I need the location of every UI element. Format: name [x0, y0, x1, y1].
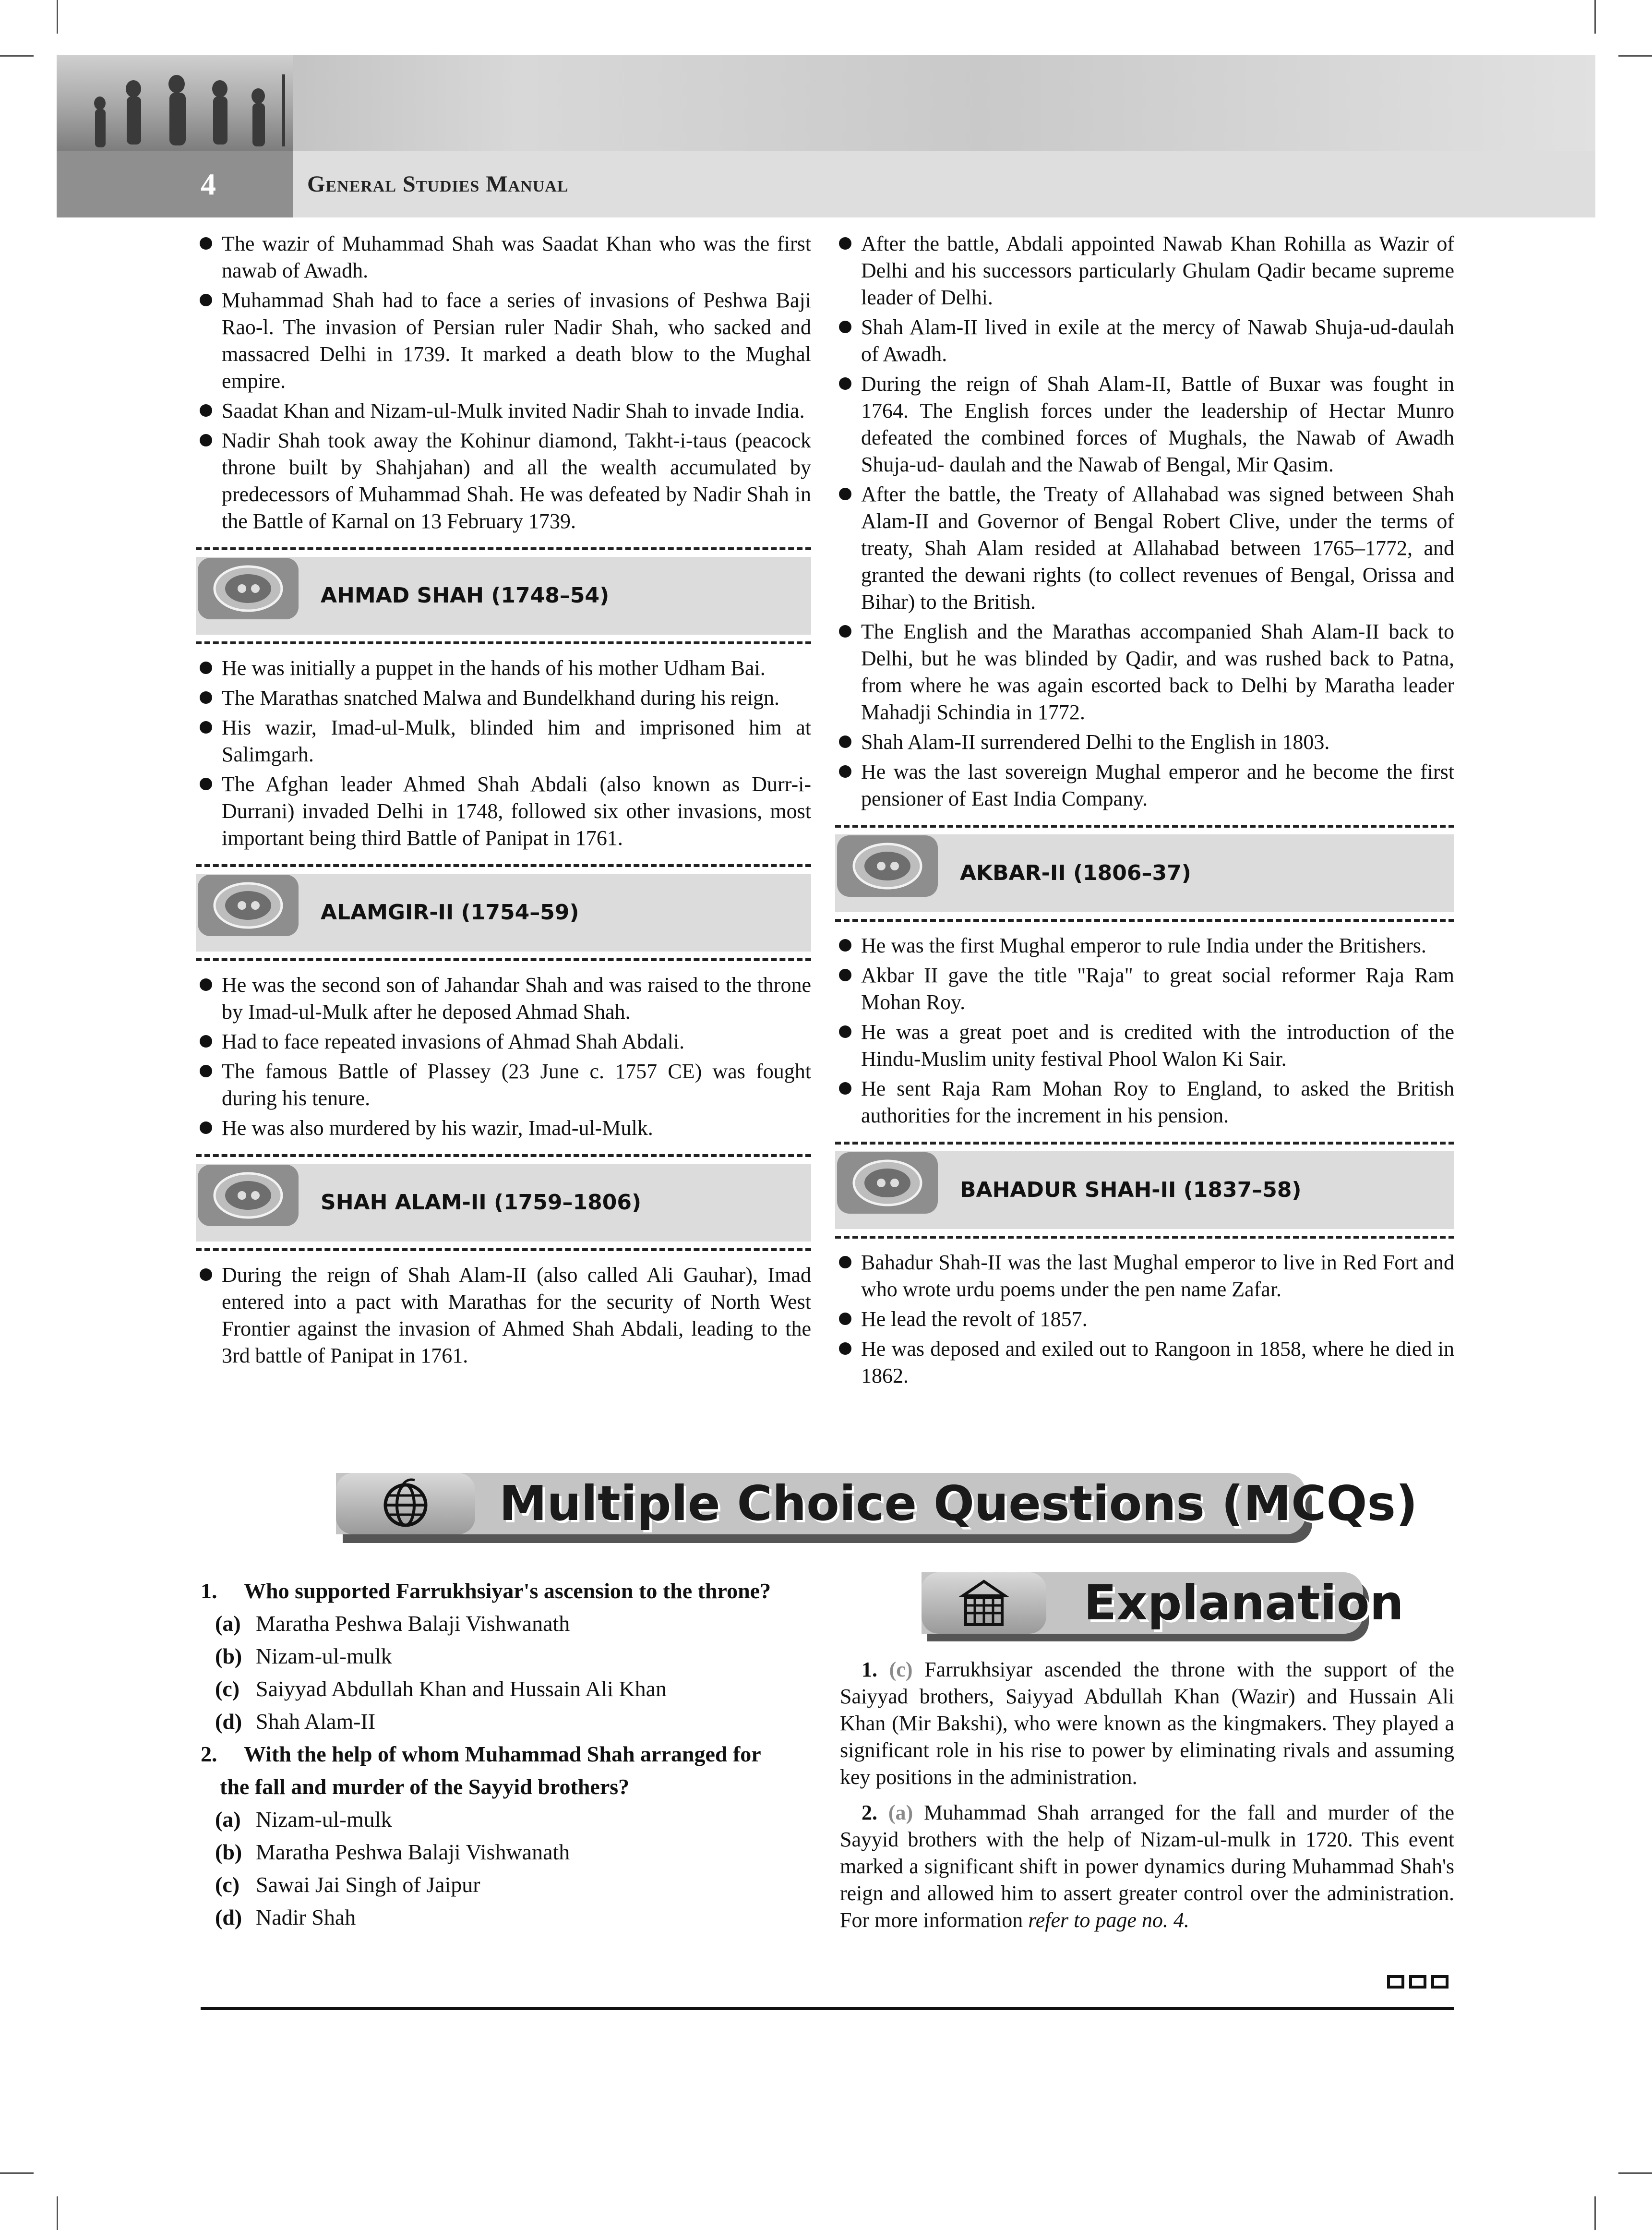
option: (c) Saiyyad Abdullah Khan and Hussain Ali Khan	[215, 1676, 667, 1701]
bullet-icon	[839, 237, 851, 250]
bullet-icon	[839, 1025, 851, 1038]
page-number: 4	[57, 151, 293, 217]
bullet-icon	[839, 1313, 851, 1325]
coin-emblem-icon	[837, 1152, 938, 1214]
question-number: 2.	[201, 1742, 217, 1766]
bullet-item: He was the first Mughal emperor to rule India under the Britishers.	[835, 932, 1454, 959]
question-text: With the help of whom Muhammad Shah arranged for	[244, 1742, 761, 1766]
crop-mark	[57, 0, 58, 34]
bullet-icon	[200, 294, 212, 306]
crop-mark	[1594, 0, 1596, 34]
section-title: ALAMGIR-II (1754–59)	[321, 900, 579, 925]
section-header-bahadur-shah-ii	[835, 1142, 1454, 1239]
bullet-item: He lead the revolt of 1857.	[835, 1306, 1454, 1333]
bullet-item: The famous Battle of Plassey (23 June c. 1757 CE) was fought during his tenure.	[196, 1058, 811, 1112]
section-title: BAHADUR SHAH-II (1837–58)	[960, 1178, 1302, 1202]
bullet-list	[196, 972, 811, 1142]
option: (d) Nadir Shah	[215, 1905, 356, 1929]
section-header-akbar-ii	[835, 825, 1454, 922]
header-banner	[57, 55, 1595, 151]
crop-mark	[57, 2196, 58, 2230]
end-of-chapter-boxes	[1387, 1975, 1448, 1989]
bullet-list	[835, 932, 1454, 1129]
option: (a) Nizam-ul-mulk	[215, 1807, 392, 1832]
crop-mark	[1618, 2172, 1652, 2174]
bottom-rule	[201, 2007, 1454, 2010]
bullet-item: The wazir of Muhammad Shah was Saadat Khan who was the first nawab of Awadh.	[196, 230, 811, 284]
bullet-icon	[839, 1256, 851, 1268]
bullet-item: Muhammad Shah had to face a series of invasions of Peshwa Baji Rao-l. The invasion of Persian ruler Nadir Shah, who sacked and massacred Delhi in 1739. It marked a death blow to the Mughal empire.	[196, 287, 811, 395]
bullet-icon	[839, 939, 851, 952]
bullet-item: His wazir, Imad-ul-Mulk, blinded him and imprisoned him at Salimgarh.	[196, 714, 811, 768]
coin-emblem-icon	[198, 1165, 299, 1226]
explanation-list	[840, 1656, 1454, 1942]
bullet-icon	[200, 978, 212, 991]
bullet-item: Bahadur Shah-II was the last Mughal emperor to live in Red Fort and who wrote urdu poems under the pen name Zafar.	[835, 1249, 1454, 1303]
question-number: 1.	[201, 1579, 217, 1603]
left-column	[196, 230, 811, 1372]
answer-key: (c)	[889, 1658, 913, 1681]
question-text-continued: the fall and murder of the Sayyid brothers?	[220, 1774, 630, 1799]
bullet-icon	[200, 404, 212, 417]
question-block	[201, 1575, 815, 1738]
bullet-item: He sent Raja Ram Mohan Roy to England, to asked the British authorities for the increment in his pension.	[835, 1075, 1454, 1129]
marchers-silhouette-icon	[57, 55, 293, 151]
bullet-icon	[839, 1082, 851, 1095]
section-header-ahmad-shah	[196, 547, 811, 644]
bullet-item: He was also murdered by his wazir, Imad-ul-Mulk.	[196, 1115, 811, 1142]
bullet-icon	[200, 237, 212, 250]
option: (b) Nizam-ul-mulk	[215, 1644, 392, 1668]
option: (d) Shah Alam-II	[215, 1709, 376, 1734]
coin-emblem-icon	[198, 875, 299, 936]
bullet-item: Nadir Shah took away the Kohinur diamond, Takht-i-taus (peacock throne built by Shahjahan) and all the wealth accumulated by predecessors of Muhammad Shah. He was defeated by Nadir Shah in the Battle of Karnal on 13 February 1739.	[196, 427, 811, 535]
bullet-item: The Marathas snatched Malwa and Bundelkhand during his reign.	[196, 685, 811, 711]
bullet-icon	[200, 691, 212, 704]
globe-icon	[336, 1473, 475, 1534]
bullet-icon	[839, 488, 851, 500]
section-title: AHMAD SHAH (1748–54)	[321, 583, 610, 608]
section-header-alamgir-ii	[196, 864, 811, 961]
bullet-icon	[839, 765, 851, 778]
question-text: Who supported Farrukhsiyar's ascension to the throne?	[244, 1579, 771, 1603]
bullet-item: The Afghan leader Ahmed Shah Abdali (also known as Durr-i-Durrani) invaded Delhi in 1748, followed six other invasions, most important being third Battle of Panipat in 1761.	[196, 771, 811, 852]
bullet-icon	[200, 434, 212, 446]
bullet-icon	[839, 969, 851, 981]
book-title: General Studies Manual	[307, 171, 569, 197]
bullet-item: Akbar II gave the title "Raja" to great social reformer Raja Ram Mohan Roy.	[835, 962, 1454, 1016]
bullet-item: After the battle, the Treaty of Allahabad was signed between Shah Alam-II and Governor of Bengal Robert Clive, under the terms of treaty, Shah Alam resided at Allahabad between 1765–1772, and granted the dewani rights (to collect revenues of Bengal, Orissa and Bihar) to the British.	[835, 481, 1454, 615]
mcq-heading-banner	[336, 1473, 1418, 1545]
bullet-icon	[200, 1268, 212, 1281]
header-photo	[57, 55, 293, 151]
bullet-item: Saadat Khan and Nizam-ul-Mulk invited Nadir Shah to invade India.	[196, 398, 811, 424]
bullet-item: He was a great poet and is credited with the introduction of the Hindu-Muslim unity festival Phool Walon Ki Sair.	[835, 1019, 1454, 1073]
option: (b) Maratha Peshwa Balaji Vishwanath	[215, 1840, 570, 1864]
bullet-icon	[839, 735, 851, 748]
bullet-list	[196, 230, 811, 535]
section-title: SHAH ALAM-II (1759–1806)	[321, 1190, 642, 1215]
bullet-list	[196, 1262, 811, 1369]
bullet-icon	[200, 778, 212, 790]
crop-mark	[0, 55, 34, 57]
bullet-item: After the battle, Abdali appointed Nawab Khan Rohilla as Wazir of Delhi and his successors particularly Ghulam Qadir became supreme leader of Delhi.	[835, 230, 1454, 311]
explanation-item: 1. (c) Farrukhsiyar ascended the throne with the support of the Saiyyad brothers, Saiyyad Abdullah Khan (Wazir) and Hussain Ali Khan (Mir Bakshi), who were known as the kingmakers. They played a significant role in his rise to power by eliminating rivals and assuming key positions in the administration.	[840, 1658, 1455, 1789]
answer-key: (a)	[888, 1801, 913, 1824]
explanation-heading-banner	[922, 1572, 1404, 1644]
bullet-item: He was the second son of Jahandar Shah and was raised to the throne by Imad-ul-Mulk after he deposed Ahmad Shah.	[196, 972, 811, 1025]
option: (a) Maratha Peshwa Balaji Vishwanath	[215, 1611, 570, 1636]
crop-mark	[1594, 2196, 1596, 2230]
bullet-list	[835, 230, 1454, 812]
explanation-item: 2. (a) Muhammad Shah arranged for the fall and murder of the Sayyid brothers with the help of Nizam-ul-mulk in 1720. This event marked a significant shift in power dynamics during Muhammad Shah's reign and allowed him to assert greater control over the administration. For more information refer to page no. 4.	[840, 1801, 1455, 1932]
bullet-icon	[200, 1035, 212, 1048]
explanation-heading: Explanation	[1084, 1575, 1404, 1631]
bullet-icon	[200, 721, 212, 734]
option: (c) Sawai Jai Singh of Jaipur	[215, 1872, 480, 1897]
bullet-icon	[839, 321, 851, 333]
question-block	[201, 1738, 815, 1934]
crop-mark	[0, 2172, 34, 2174]
crop-mark	[1618, 55, 1652, 57]
mcq-questions	[201, 1575, 815, 1934]
bullet-item: During the reign of Shah Alam-II (also called Ali Gauhar), Imad entered into a pact with Marathas for the security of North West Frontier against the invasion of Ahmed Shah Abdali, leading to the 3rd battle of Panipat in 1761.	[196, 1262, 811, 1369]
building-icon	[922, 1572, 1046, 1634]
bullet-item: During the reign of Shah Alam-II, Battle of Buxar was fought in 1764. The English forces under the leadership of Hectar Munro defeated the combined forces of Mughals, the Nawab of Awadh Shuja-ud- daulah and the Nawab of Bengal, Mir Qasim.	[835, 371, 1454, 478]
bullet-list	[835, 1249, 1454, 1389]
bullet-item: He was deposed and exiled out to Rangoon in 1858, where he died in 1862.	[835, 1336, 1454, 1389]
bullet-item: He was the last sovereign Mughal emperor and he become the first pensioner of East India Company.	[835, 759, 1454, 812]
bullet-list	[196, 655, 811, 852]
bullet-icon	[200, 662, 212, 674]
bullet-item: Shah Alam-II lived in exile at the mercy of Nawab Shuja-ud-daulah of Awadh.	[835, 314, 1454, 368]
mcq-heading: Multiple Choice Questions (MCQs)	[499, 1475, 1418, 1531]
bullet-item: He was initially a puppet in the hands of his mother Udham Bai.	[196, 655, 811, 682]
bullet-icon	[839, 625, 851, 638]
bullet-icon	[200, 1065, 212, 1077]
section-title: AKBAR-II (1806–37)	[960, 861, 1191, 885]
page-reference: refer to page no. 4.	[1028, 1908, 1189, 1932]
bullet-icon	[839, 377, 851, 390]
bullet-icon	[200, 1121, 212, 1134]
coin-emblem-icon	[198, 558, 299, 619]
section-header-shah-alam-ii	[196, 1154, 811, 1251]
bullet-icon	[839, 1342, 851, 1355]
bullet-item: Shah Alam-II surrendered Delhi to the English in 1803.	[835, 729, 1454, 756]
bullet-item: Had to face repeated invasions of Ahmad Shah Abdali.	[196, 1028, 811, 1055]
coin-emblem-icon	[837, 835, 938, 897]
bullet-item: The English and the Marathas accompanied Shah Alam-II back to Delhi, but he was blinded by Qadir, and was rushed back to Patna, from where he was again escorted back to Delhi by Maratha leader Mahadji Schindia in 1772.	[835, 618, 1454, 726]
right-column	[835, 230, 1454, 1392]
